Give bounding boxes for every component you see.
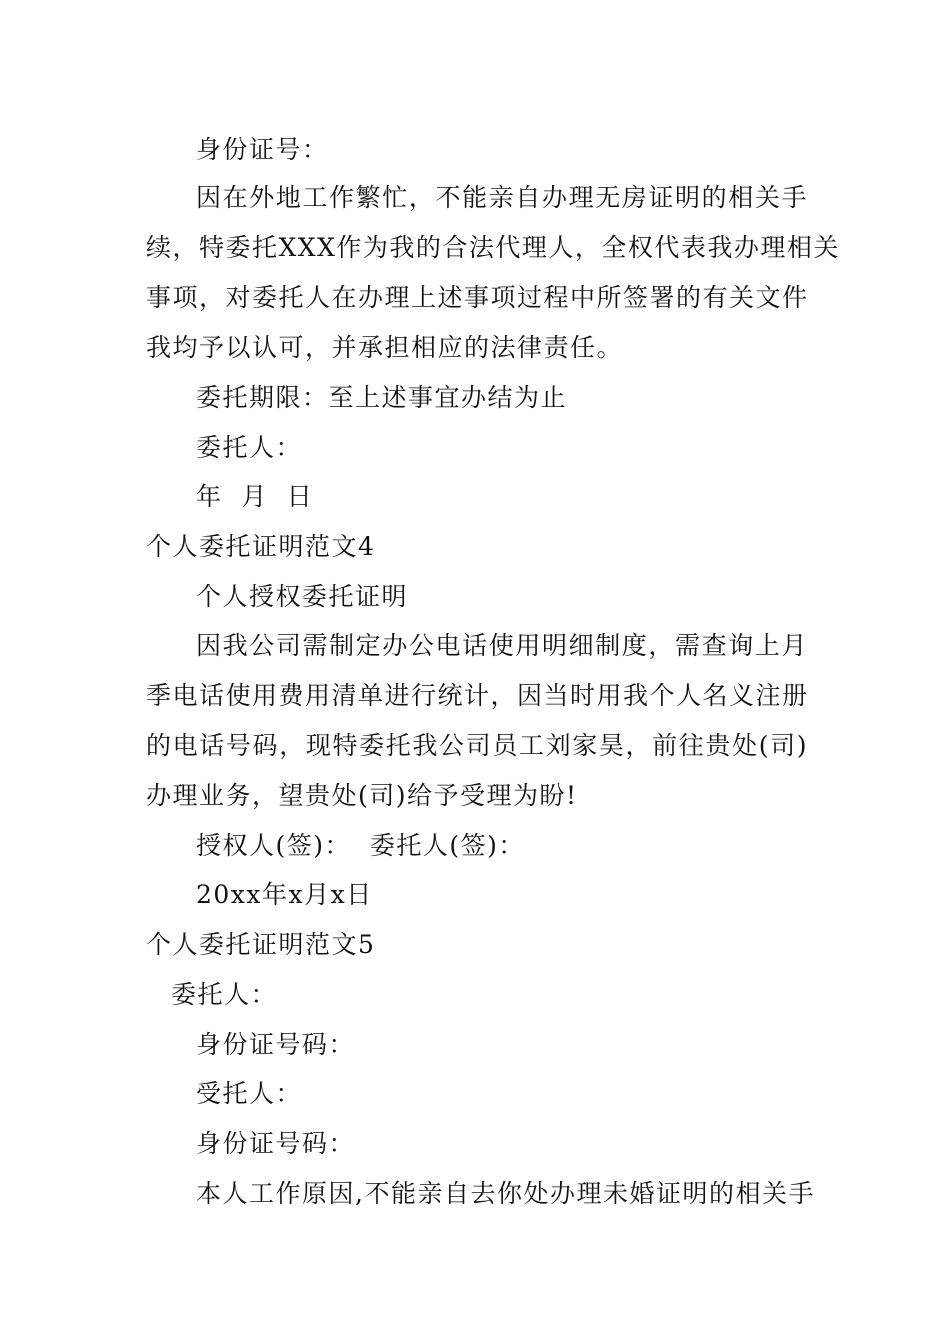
body-line: 我均予以认可，并承担相应的法律责任。 bbox=[146, 333, 624, 362]
date-line: 年 月 日 bbox=[196, 482, 314, 511]
section-heading: 个人委托证明范文5 bbox=[146, 930, 376, 959]
agent-id-label: 身份证号码： bbox=[196, 1129, 356, 1158]
agent-label: 受托人： bbox=[196, 1079, 303, 1108]
body-line: 续，特委托XXX作为我的合法代理人，全权代表我办理相关 bbox=[146, 233, 840, 262]
signature-line: 授权人(签)： 委托人(签)： bbox=[196, 831, 525, 860]
body-line: 因我公司需制定办公电话使用明细制度，需查询上月 bbox=[196, 631, 808, 660]
body-line: 办理业务，望贵处(司)给予受理为盼! bbox=[146, 781, 578, 810]
body-line: 事项，对委托人在办理上述事项过程中所签署的有关文件 bbox=[146, 283, 809, 312]
section-heading: 个人委托证明范文4 bbox=[146, 532, 376, 561]
entrustment-term: 委托期限：至上述事宜办结为止 bbox=[196, 383, 568, 412]
body-line: 的电话号码，现特委托我公司员工刘家昊，前往贵处(司) bbox=[146, 731, 808, 760]
id-number-label: 身份证号： bbox=[196, 135, 329, 164]
document-title: 个人授权委托证明 bbox=[196, 582, 409, 611]
principal-label: 委托人： bbox=[196, 433, 303, 462]
date-line: 20xx年x月x日 bbox=[196, 880, 373, 909]
body-line: 季电话使用费用清单进行统计，因当时用我个人名义注册 bbox=[146, 681, 809, 710]
principal-label: 委托人： bbox=[171, 980, 278, 1009]
body-line: 本人工作原因,不能亲自去你处办理未婚证明的相关手 bbox=[196, 1179, 815, 1208]
body-line: 因在外地工作繁忙，不能亲自办理无房证明的相关手 bbox=[196, 183, 808, 212]
principal-id-label: 身份证号码： bbox=[196, 1030, 356, 1059]
